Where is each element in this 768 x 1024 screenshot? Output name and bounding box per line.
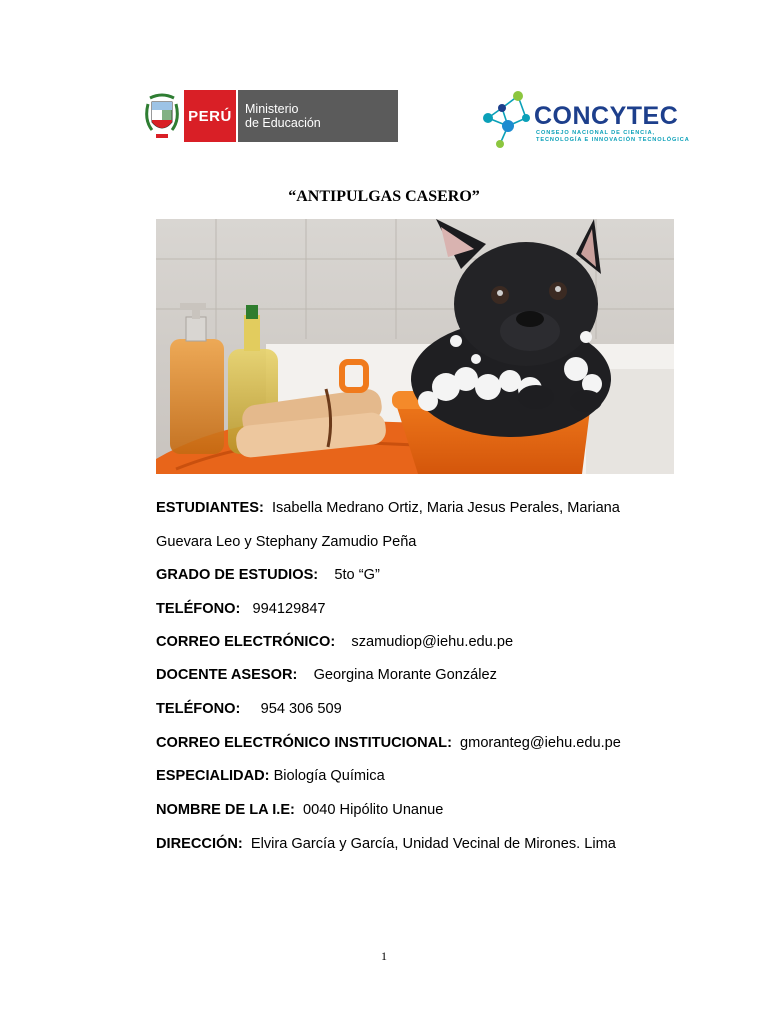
phone-label: TELÉFONO: <box>156 601 241 617</box>
address-label: DIRECCIÓN: <box>156 836 243 852</box>
email-label: CORREO ELECTRÓNICO: <box>156 634 336 650</box>
advisor-value: Georgina Morante González <box>313 667 497 683</box>
advisor-phone-label: TELÉFONO: <box>156 701 241 717</box>
students-line <box>156 500 620 516</box>
school-label: NOMBRE DE LA I.E: <box>156 802 295 818</box>
email-value: szamudiop@iehu.edu.pe <box>351 634 514 650</box>
ministry-line-2: de Educación <box>245 116 321 130</box>
students-value: Isabella Medrano Ortiz, Maria Jesus Perales, Mariana <box>271 500 620 516</box>
advisor-phone-value: 954 306 509 <box>260 701 342 717</box>
students-line-2 <box>156 534 416 550</box>
network-molecule-icon <box>480 88 536 152</box>
concytec-tagline-2: TECNOLOGÍA E INNOVACIÓN TECNOLÓGICA <box>536 137 690 143</box>
students-value-2: Guevara Leo y Stephany Zamudio Peña <box>156 534 417 550</box>
peru-coat-of-arms-icon <box>140 90 184 142</box>
advisor-phone-line <box>156 701 342 717</box>
grade-label: GRADO DE ESTUDIOS: <box>156 567 319 583</box>
grade-value: 5to “G” <box>334 567 380 583</box>
specialty-label: ESPECIALIDAD: <box>156 768 270 784</box>
specialty-line <box>156 768 385 784</box>
institutional-email-line <box>156 735 621 751</box>
students-label: ESTUDIANTES: <box>156 500 264 516</box>
concytec-logo <box>480 88 696 152</box>
email-line <box>156 634 513 650</box>
address-value: Elvira García y García, Unidad Vecinal de Mirones. Lima <box>250 836 616 852</box>
institutional-email-value: gmoranteg@iehu.edu.pe <box>460 735 621 751</box>
page-number: 1 <box>381 949 387 963</box>
phone-value: 994129847 <box>252 601 326 617</box>
peru-label: PERÚ <box>184 90 236 142</box>
dog-bath-photo <box>156 219 674 474</box>
advisor-label: DOCENTE ASESOR: <box>156 667 298 683</box>
ministry-line-1: Ministerio <box>245 102 299 116</box>
specialty-value: Biología Química <box>273 768 385 784</box>
institutional-email-label: CORREO ELECTRÓNICO INSTITUCIONAL: <box>156 735 452 751</box>
advisor-line <box>156 667 497 683</box>
document-title: “ANTIPULGAS CASERO” <box>288 188 480 205</box>
concytec-name: CONCYTEC <box>534 102 679 130</box>
school-value: 0040 Hipólito Unanue <box>303 802 444 818</box>
grade-line <box>156 567 380 583</box>
address-line <box>156 836 616 852</box>
concytec-tagline-1: CONSEJO NACIONAL DE CIENCIA, <box>536 130 655 136</box>
minedu-logo <box>140 90 398 142</box>
concytec-tagline <box>536 130 690 144</box>
ministry-name <box>238 90 398 142</box>
school-line <box>156 802 443 818</box>
phone-line <box>156 601 326 617</box>
